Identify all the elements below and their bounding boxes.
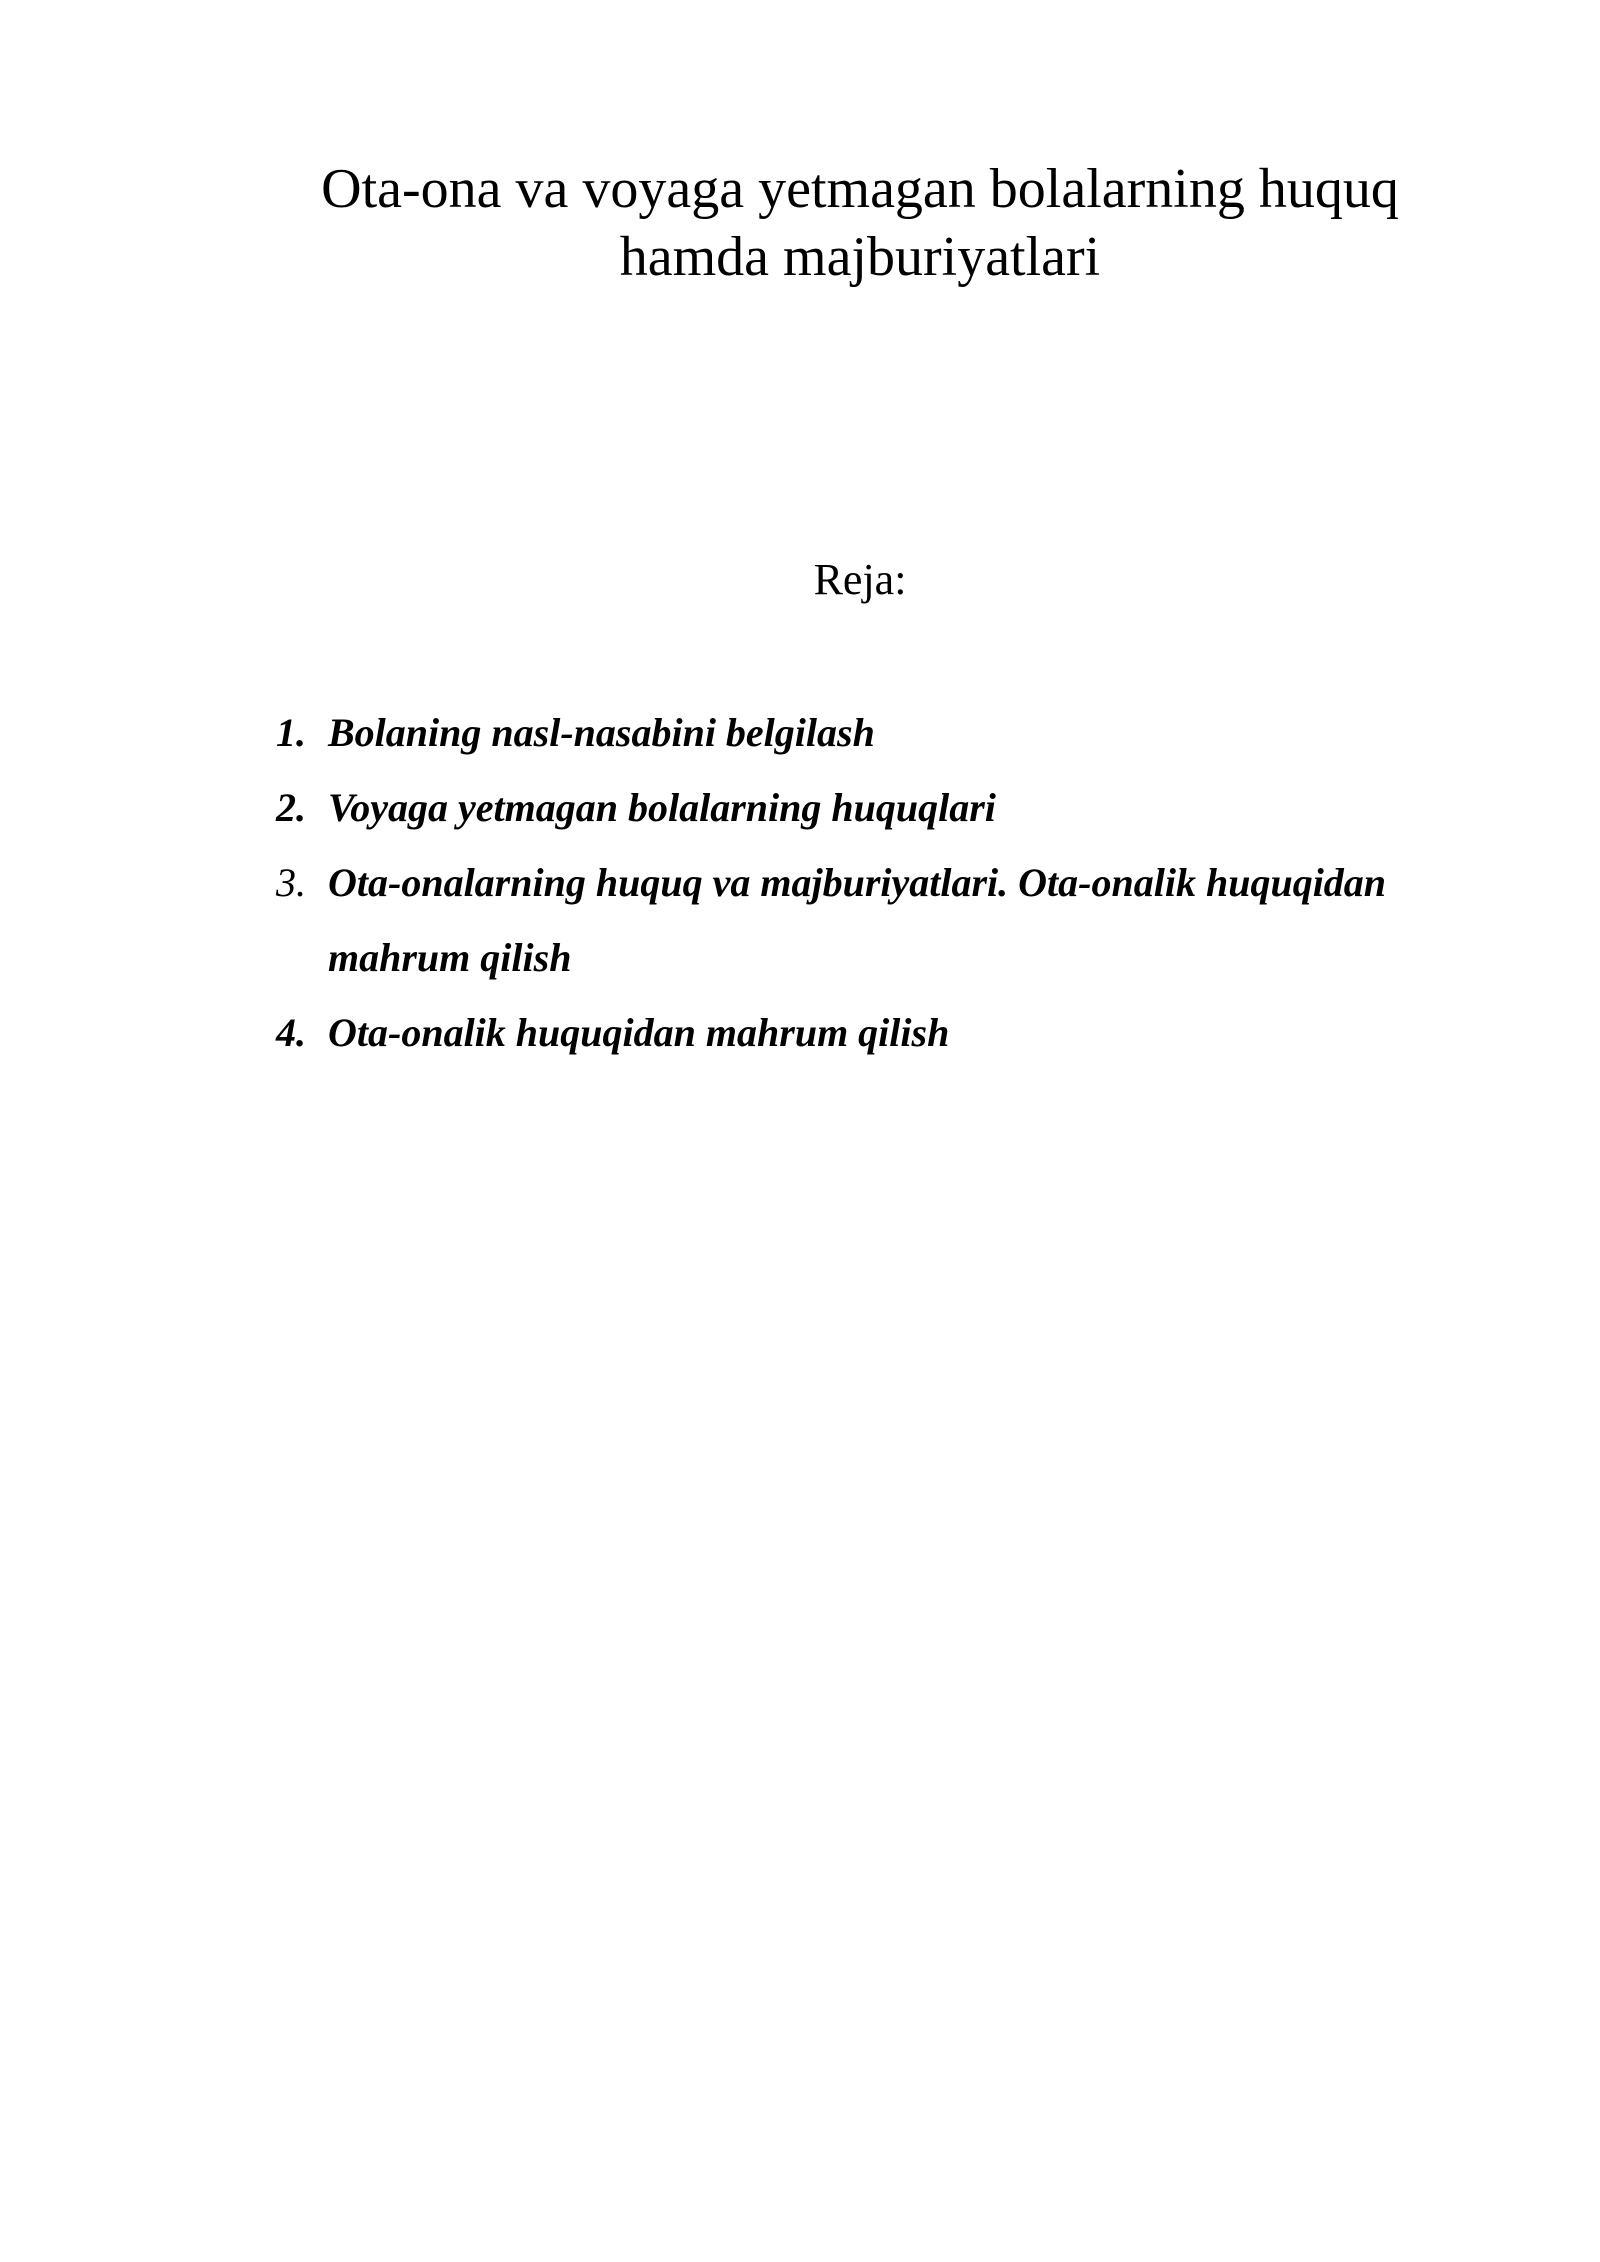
plan-item-text: Voyaga yetmagan bolalarning huquqlari [328,785,996,830]
plan-list [276,695,1506,1070]
plan-item-text: Ota-onalarning huquq va majburiyatlari. Ota-onalik huquqidan mahrum qilish [328,860,1387,980]
plan-item-3 [276,845,1506,995]
title-line-1: Ota-ona va voyaga yetmagan bolalarning huquq [321,158,1399,220]
plan-item-text: Ota-onalik huquqidan mahrum qilish [328,1010,950,1055]
plan-item-text: Bolaning nasl-nasabini belgilash [328,710,875,755]
plan-item-number: 1. [276,710,306,755]
plan-item-number: 4. [276,1010,306,1055]
plan-item-number: 3. [276,860,306,905]
plan-item-4 [276,995,1506,1070]
plan-heading: Reja: [813,555,907,604]
title-line-2: hamda majburiyatlari [619,226,1101,288]
plan-item-number: 2. [276,785,306,830]
document-title [200,155,1520,291]
plan-item-2 [276,770,1506,845]
plan-item-1 [276,695,1506,770]
